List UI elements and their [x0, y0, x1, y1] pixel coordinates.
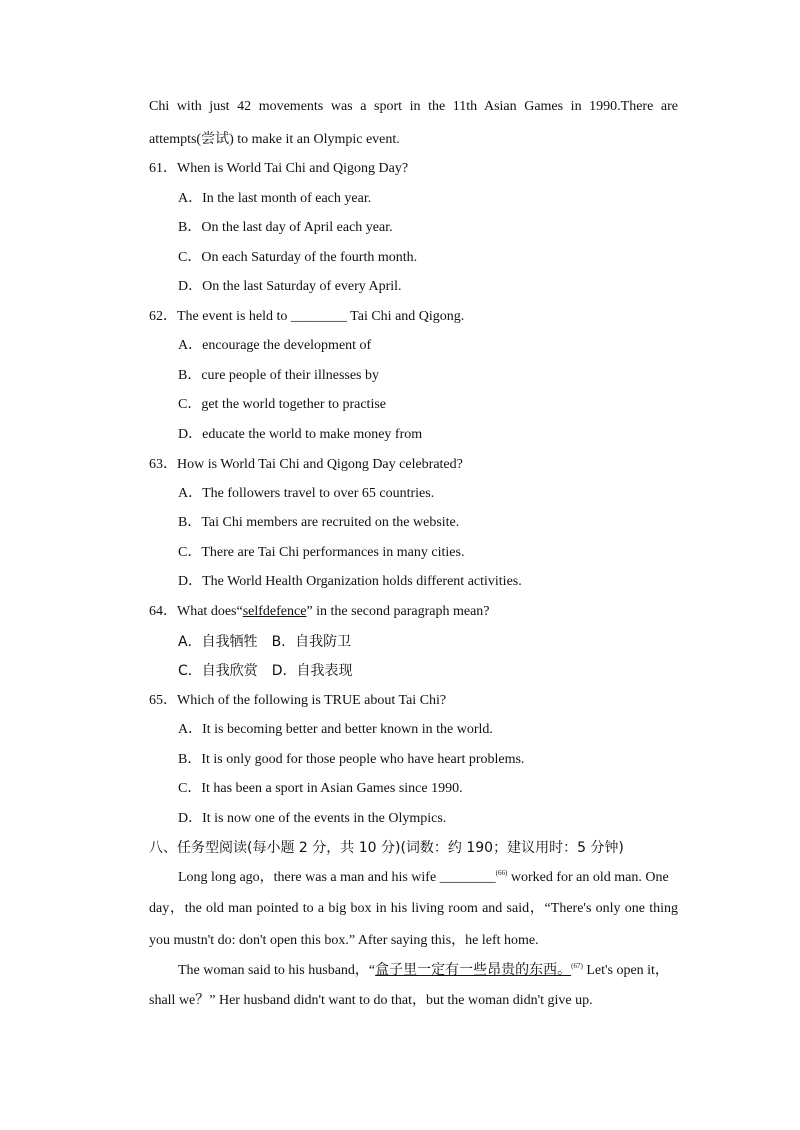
- question-62-stem: 62．The event is held to ________ Tai Chi and Qigong.: [149, 309, 465, 324]
- question-65-option-b: B．It is only good for those people who have heart problems.: [178, 752, 525, 767]
- passage-p1-line-1-post: worked for an old man. One: [507, 870, 669, 885]
- intro-line-1: Chi with just 42 movements was a sport in the 11th Asian Games in 1990.There are: [149, 99, 678, 114]
- passage-p1-line-2: day，the old man pointed to a big box in his living room and said，“There's only one thing: [149, 901, 678, 916]
- question-64-stem-pre: 64．What does“: [149, 604, 243, 619]
- question-64-stem: [149, 602, 490, 622]
- passage-p2-line-2: shall we？” Her husband didn't want to do that，but the woman didn't give up.: [149, 993, 593, 1008]
- translation-sentence-67: 盒子里一定有一些昂贵的东西。: [375, 962, 572, 978]
- question-64-options-row-1: A．自我牺牲 B．自我防卫: [178, 634, 352, 650]
- question-61-option-a: A．In the last month of each year.: [178, 191, 372, 206]
- question-64-keyword: selfdefence: [242, 604, 307, 619]
- passage-p2-line-1: [178, 960, 669, 981]
- passage-p1-line-1-pre: Long long ago，there was a man and his wife ________: [178, 870, 496, 885]
- question-62-option-a: A．encourage the development of: [178, 338, 372, 353]
- question-62-option-c: C．get the world together to practise: [178, 397, 386, 412]
- question-62-option-b: B．cure people of their illnesses by: [178, 368, 380, 383]
- question-63-option-d: D．The World Health Organization holds different activities.: [178, 574, 522, 589]
- blank-67-marker: (67): [571, 962, 583, 970]
- question-63-option-b: B．Tai Chi members are recruited on the website.: [178, 515, 460, 530]
- question-63-stem: 63．How is World Tai Chi and Qigong Day celebrated?: [149, 457, 463, 472]
- question-61-stem: 61．When is World Tai Chi and Qigong Day?: [149, 161, 409, 176]
- intro-line-2: attempts(尝试) to make it an Olympic event.: [149, 132, 400, 147]
- question-65-stem: 65．Which of the following is TRUE about Tai Chi?: [149, 693, 447, 708]
- question-65-option-d: D．It is now one of the events in the Olympics.: [178, 811, 447, 826]
- question-64-stem-post: ” in the second paragraph mean?: [306, 604, 490, 619]
- question-61-option-c: C．On each Saturday of the fourth month.: [178, 250, 418, 265]
- question-65-option-a: A．It is becoming better and better known in the world.: [178, 722, 493, 737]
- question-65-option-c: C．It has been a sport in Asian Games since 1990.: [178, 781, 463, 796]
- question-61-option-b: B．On the last day of April each year.: [178, 220, 393, 235]
- question-63-option-c: C．There are Tai Chi performances in many cities.: [178, 545, 465, 560]
- question-63-option-a: A．The followers travel to over 65 countries.: [178, 486, 435, 501]
- passage-p2-line-1-pre: The woman said to his husband，“: [178, 963, 376, 978]
- section-8-heading: 八、任务型阅读(每小题 2 分，共 10 分)(词数：约 190；建议用时：5 分钟): [149, 840, 624, 856]
- question-61-option-d: D．On the last Saturday of every April.: [178, 279, 402, 294]
- blank-66-marker: (66): [495, 869, 508, 877]
- passage-p2-line-1-post: Let's open it，: [582, 963, 669, 978]
- question-64-options-row-2: C．自我欣赏 D．自我表现: [178, 663, 353, 679]
- question-62-option-d: D．educate the world to make money from: [178, 427, 423, 442]
- passage-p1-line-1: [178, 868, 678, 888]
- passage-p1-line-3: you mustn't do: don't open this box.” After saying this，he left home.: [149, 933, 539, 948]
